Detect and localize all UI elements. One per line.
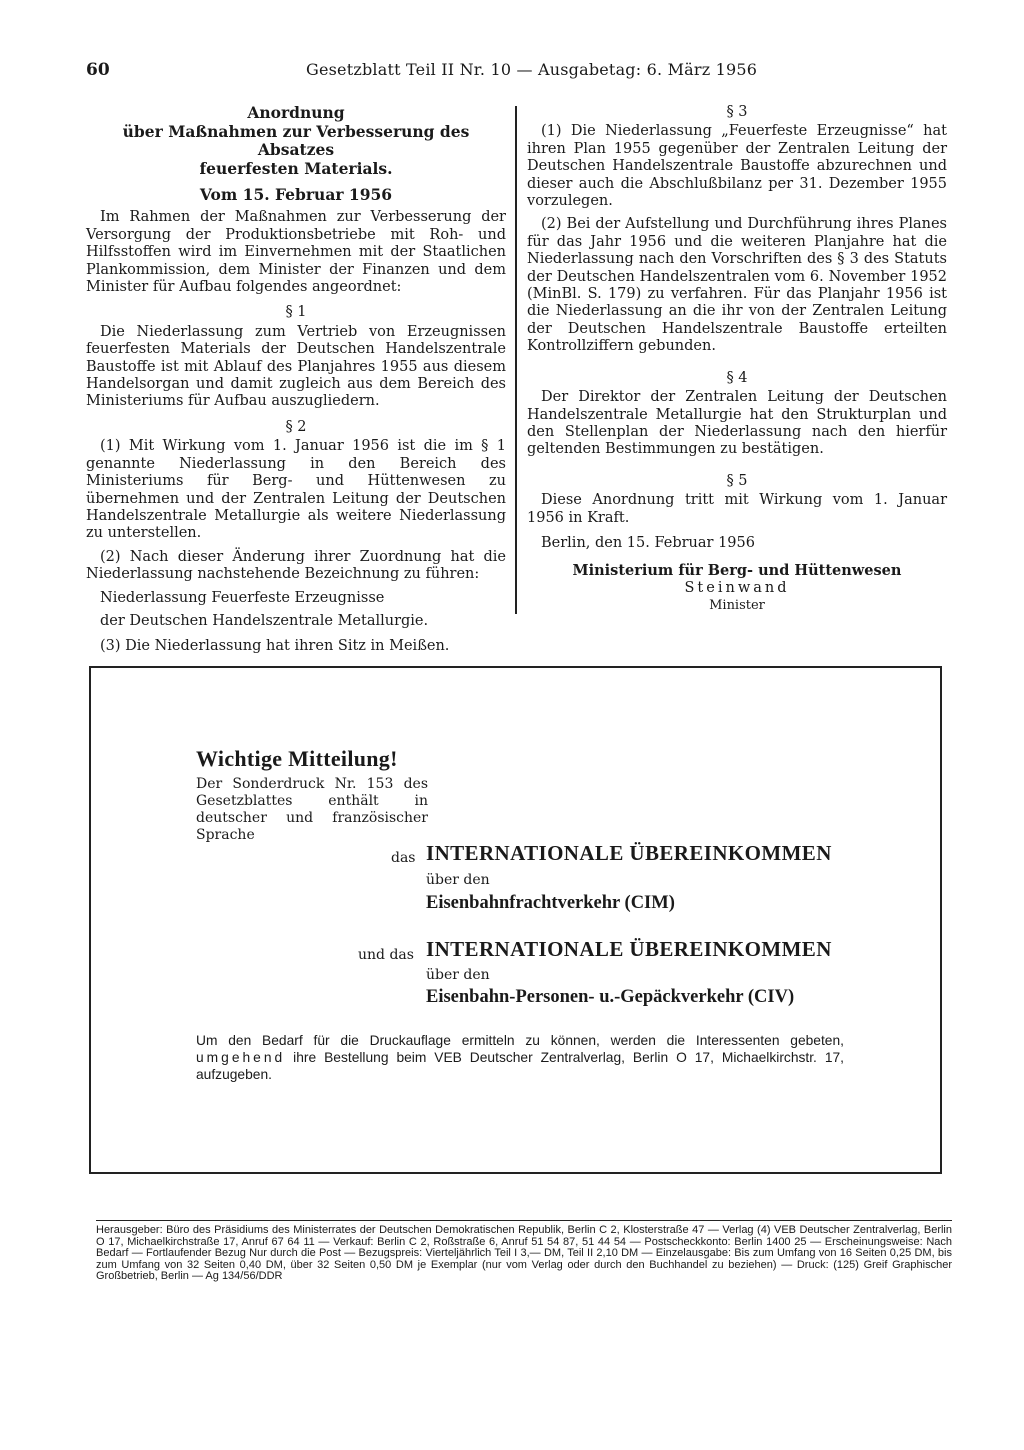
branch-name-line-2: der Deutschen Handelszentrale Metallurgie. [100,612,429,629]
decree-title [86,104,506,178]
section-3-paragraph-2: (2) Bei der Aufstellung und Durchführung ihres Planes für das Jahr 1956 und die weiteren Planjahre hat die Niederlassung nach den Vorschriften des § 3 des Statuts der Deutschen Handelszentralen vom 6. November 1952 (MinBl. S. 179) zu verfahren. Für das Planjahr 1956 ist die Niederlassung an die ihr von der Zentralen Leitung der Deutschen Handelszentrale Baustoffe erteilten Kontrollziffern gebunden. [527,216,947,355]
agreement-1-ueber: über den [426,872,490,888]
section-2-paragraph-2: (2) Nach dieser Änderung ihrer Zuordnung hat die Niederlassung nachstehende Bezeichnung zu führen: [86,548,506,583]
signature-name: Steinwand [684,579,790,596]
agreement-1-prefix: das [391,850,416,866]
place-and-date: Berlin, den 15. Februar 1956 [541,534,755,551]
section-1-heading: § 1 [285,304,307,321]
signature-block [527,562,947,614]
decree-preamble: Im Rahmen der Maßnahmen zur Verbesserung der Versorgung der Produktionsbetriebe mit Roh- und Hilfsstoffen wird im Einvernehmen mit der Staatlichen Plankommission, dem Minister der Finanzen und dem Minister für Aufbau folgendes angeordnet: [86,209,506,296]
section-2-paragraph-3: (3) Die Niederlassung hat ihren Sitz in Meißen. [100,638,450,655]
notice-box [89,666,942,1174]
agreement-2-prefix: und das [358,947,414,963]
column-divider [515,106,517,614]
section-2-paragraph-1: (1) Mit Wirkung vom 1. Januar 1956 ist die im § 1 genannte Niederlassung in den Bereich des Ministeriums für Berg- und Hüttenwesen zu übernehmen und der Zentralen Leitung der Deutschen Handelszentrale Metallurgie als weitere Niederlassung zu unterstellen. [86,438,506,542]
right-column [527,104,947,615]
branch-name [86,590,506,631]
section-2-heading: § 2 [285,418,307,435]
running-head: Gesetzblatt Teil II Nr. 10 — Ausgabetag: 6. März 1956 [306,60,758,79]
decree-date: Vom 15. Februar 1956 [199,185,393,204]
agreement-1-title: INTERNATIONALE ÜBEREINKOMMEN [426,841,832,865]
notice-title: Wichtige Mitteilung! [196,746,398,771]
signature-ministry: Ministerium für Berg- und Hüttenwesen [572,562,902,580]
notice-intro: Der Sonderdruck Nr. 153 des Gesetzblattes enthält in deutscher und französischer Sprache [196,776,428,843]
section-4-heading: § 4 [726,369,748,386]
agreement-2-subject: Eisenbahn-Personen- u.-Gepäckverkehr (CIV) [426,987,795,1007]
notice-footer [196,1032,844,1083]
notice-footer-emphasis: umgehend [196,1050,286,1065]
signature-role: Minister [709,598,765,614]
decree-title-line: Anordnung [247,103,345,122]
section-3-heading: § 3 [726,104,748,120]
agreement-2-ueber: über den [426,967,490,983]
agreement-2-title: INTERNATIONALE ÜBEREINKOMMEN [426,937,832,961]
decree-title-line: feuerfesten Materials. [199,158,393,178]
section-4-text: Der Direktor der Zentralen Leitung der Deutschen Handelszentrale Metallurgie hat den Strukturplan und den Stellenplan der Niederlassung nach den hierfür geltenden Bestimmungen zu bestätigen. [527,389,947,458]
section-5-heading: § 5 [726,472,748,489]
decree-title-line: über Maßnahmen zur Verbesserung des Absatzes [122,121,470,159]
section-3-paragraph-1: (1) Die Niederlassung „Feuerfeste Erzeugnisse“ hat ihren Plan 1955 gegenüber der Zentralen Leitung der Deutschen Handelszentrale Baustoffe abzurechnen und dieser auch die Abschlußbilanz per 31. Dezember 1955 vorzulegen. [527,123,947,210]
left-column [86,104,506,662]
page-number: 60 [86,60,110,80]
notice-footer-part-2: ihre Bestellung beim VEB Deutscher Zentralverlag, Berlin O 17, Michaelkirchstr. 17, aufzugeben. [196,1050,844,1082]
notice-footer-part-1: Um den Bedarf für die Druckauflage ermitteln zu können, werden die Interessenten gebeten, [196,1033,844,1048]
imprint: Herausgeber: Büro des Präsidiums des Ministerrates der Deutschen Demokratischen Republik, Berlin C 2, Klosterstraße 47 — Verlag (4) VEB Deutscher Zentralverlag, Berlin O 17, Michaelkirchstraße 17, Anruf 67 64 11 — Verkauf: Berlin C 2, Roßstraße 6, Anruf 51 54 87, 51 44 54 — Postscheckkonto: Berlin 1400 25 — Erscheinungsweise: Nach Bedarf — Fortlaufender Bezug Nur durch die Post — Bezugspreis: Vierteljährlich Teil I 3,— DM, Teil II 2,10 DM — Einzelausgabe: Bis zum Umfang von 16 Seiten 0,25 DM, bis zum Umfang von 32 Seiten 0,40 DM, über 32 Seiten 0,50 DM je Exemplar (nur vom Verlag oder durch den Buchhandel zu beziehen) — Druck: (125) Greif Graphischer Großbetrieb, Berlin — Ag 134/56/DDR [96,1220,952,1283]
branch-name-line-1: Niederlassung Feuerfeste Erzeugnisse [100,589,385,606]
section-1-text: Die Niederlassung zum Vertrieb von Erzeugnissen feuerfesten Materials der Deutschen Handelszentrale Baustoffe ist mit Ablauf des Planjahres 1955 aus diesem Handelsorgan und damit zugleich aus dem Bereich des Ministeriums für Aufbau auszugliedern. [86,323,506,410]
agreement-1-subject: Eisenbahnfrachtverkehr (CIM) [426,893,675,913]
section-5-text: Diese Anordnung tritt mit Wirkung vom 1. Januar 1956 in Kraft. [527,492,947,526]
